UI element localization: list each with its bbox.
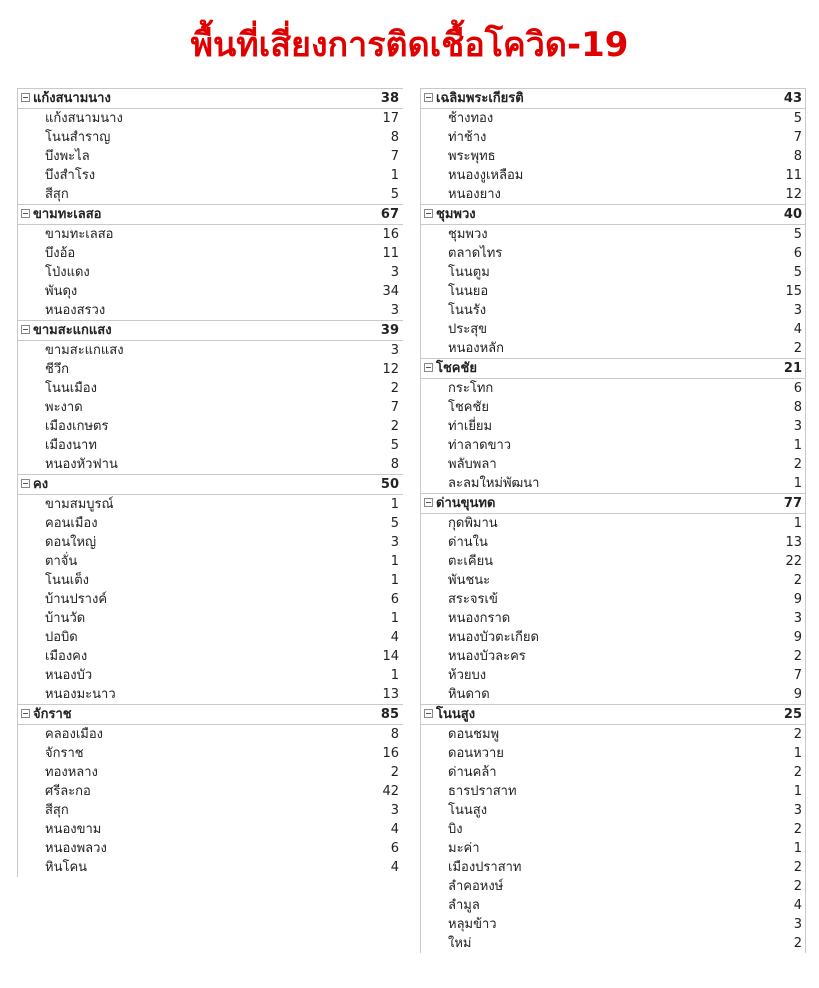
subdistrict-count: 3	[793, 803, 802, 818]
subdistrict-row	[420, 514, 806, 534]
subdistrict-name: ศรีละกอ	[45, 784, 91, 799]
subdistrict-count: 2	[793, 573, 802, 588]
district-name: คง	[33, 477, 49, 492]
subdistrict-count: 3	[793, 917, 802, 932]
subdistrict-row	[17, 301, 403, 321]
subdistrict-name: ทองหลาง	[45, 765, 98, 780]
subdistrict-name: ขามทะเลสอ	[45, 227, 114, 242]
subdistrict-name: ด่านใน	[448, 535, 488, 550]
subdistrict-name: พันชนะ	[448, 573, 491, 588]
subdistrict-name: หนองมะนาว	[45, 687, 116, 702]
subdistrict-row	[420, 225, 806, 245]
page-title: พื้นที่เสี่ยงการติดเชื้อโควิด-19	[190, 25, 629, 65]
subdistrict-row	[420, 109, 806, 129]
subdistrict-count: 1	[390, 611, 399, 626]
subdistrict-row	[420, 725, 806, 745]
subdistrict-row	[17, 666, 403, 685]
subdistrict-name: บ้านวัด	[45, 611, 86, 626]
subdistrict-row	[420, 379, 806, 399]
district-row[interactable]	[17, 475, 403, 495]
subdistrict-count: 3	[793, 303, 802, 318]
subdistrict-count: 1	[793, 784, 802, 799]
subdistrict-row	[17, 244, 403, 263]
subdistrict-row	[420, 436, 806, 455]
subdistrict-row	[17, 109, 403, 129]
subdistrict-count: 2	[793, 765, 802, 780]
subdistrict-count: 5	[793, 227, 802, 242]
subdistrict-row	[420, 877, 806, 896]
district-total: 39	[335, 321, 403, 341]
district-total: 77	[738, 494, 806, 514]
right-pivot-table	[420, 88, 806, 953]
subdistrict-row	[17, 801, 403, 820]
subdistrict-count: 1	[390, 168, 399, 183]
subdistrict-name: โป่งแดง	[45, 265, 90, 280]
subdistrict-count: 3	[793, 611, 802, 626]
subdistrict-row	[420, 839, 806, 858]
collapse-toggle-icon[interactable]	[21, 479, 30, 488]
subdistrict-count: 2	[793, 457, 802, 472]
subdistrict-count: 6	[793, 381, 802, 396]
subdistrict-row	[17, 685, 403, 705]
subdistrict-name: จักราช	[45, 746, 84, 761]
subdistrict-row	[17, 763, 403, 782]
subdistrict-count: 7	[793, 130, 802, 145]
subdistrict-count: 3	[390, 343, 399, 358]
subdistrict-name: บ้านปรางค์	[45, 592, 108, 607]
district-name: ด่านขุนทด	[436, 496, 496, 511]
subdistrict-count: 1	[390, 554, 399, 569]
subdistrict-name: ดอนชมพู	[448, 727, 500, 742]
subdistrict-row	[17, 571, 403, 590]
subdistrict-name: ใหม่	[448, 936, 472, 951]
district-name: ชุมพวง	[436, 207, 476, 222]
district-row[interactable]	[420, 359, 806, 379]
subdistrict-count: 4	[390, 630, 399, 645]
subdistrict-name: หนองพลวง	[45, 841, 107, 856]
district-name: แก้งสนามนาง	[33, 91, 111, 106]
subdistrict-name: กุดพิมาน	[448, 516, 498, 531]
subdistrict-row	[420, 666, 806, 685]
subdistrict-name: ตะเคียน	[448, 554, 494, 569]
subdistrict-count: 16	[382, 746, 399, 761]
subdistrict-row	[420, 782, 806, 801]
subdistrict-row	[420, 801, 806, 820]
subdistrict-count: 8	[793, 149, 802, 164]
subdistrict-name: โนนเมือง	[45, 381, 97, 396]
collapse-toggle-icon[interactable]	[21, 209, 30, 218]
subdistrict-count: 1	[793, 516, 802, 531]
subdistrict-count: 1	[793, 746, 802, 761]
left-border	[17, 88, 18, 877]
subdistrict-count: 8	[390, 457, 399, 472]
collapse-toggle-icon[interactable]	[424, 363, 433, 372]
district-total: 67	[335, 205, 403, 225]
subdistrict-count: 1	[390, 573, 399, 588]
subdistrict-name: ขามสะแกแสง	[45, 343, 124, 358]
subdistrict-count: 4	[390, 822, 399, 837]
subdistrict-name: สระจรเข้	[448, 592, 498, 607]
subdistrict-row	[420, 320, 806, 339]
subdistrict-name: บิง	[448, 822, 463, 837]
subdistrict-name: ชีวึก	[45, 362, 69, 377]
subdistrict-count: 6	[390, 841, 399, 856]
collapse-toggle-icon[interactable]	[424, 209, 433, 218]
subdistrict-count: 13	[382, 687, 399, 702]
collapse-toggle-icon[interactable]	[21, 325, 30, 334]
subdistrict-name: คลองเมือง	[45, 727, 103, 742]
subdistrict-count: 7	[390, 400, 399, 415]
subdistrict-name: พระพุทธ	[448, 149, 496, 164]
subdistrict-name: เมืองปราสาท	[448, 860, 522, 875]
subdistrict-name: โนนตูม	[448, 265, 490, 280]
subdistrict-count: 14	[382, 649, 399, 664]
subdistrict-row	[17, 341, 403, 361]
subdistrict-count: 9	[793, 592, 802, 607]
subdistrict-count: 9	[793, 630, 802, 645]
subdistrict-name: หนองบัว	[45, 668, 93, 683]
subdistrict-count: 16	[382, 227, 399, 242]
subdistrict-row	[420, 915, 806, 934]
district-total: 21	[738, 359, 806, 379]
subdistrict-name: หนองขาม	[45, 822, 102, 837]
subdistrict-row	[17, 263, 403, 282]
subdistrict-row	[17, 360, 403, 379]
subdistrict-row	[17, 185, 403, 205]
subdistrict-row	[17, 166, 403, 185]
subdistrict-count: 2	[793, 341, 802, 356]
subdistrict-name: ลำคอหงษ์	[448, 879, 504, 894]
subdistrict-count: 2	[793, 860, 802, 875]
subdistrict-name: โนนยอ	[448, 284, 489, 299]
subdistrict-row	[17, 398, 403, 417]
subdistrict-name: หินโคน	[45, 860, 88, 875]
subdistrict-name: ธารปราสาท	[448, 784, 517, 799]
subdistrict-count: 3	[390, 535, 399, 550]
subdistrict-name: โนนสำราญ	[45, 130, 111, 145]
subdistrict-name: โชคชัย	[448, 400, 489, 415]
district-row[interactable]	[17, 705, 403, 725]
subdistrict-row	[17, 628, 403, 647]
subdistrict-row	[17, 417, 403, 436]
subdistrict-name: พันดุง	[45, 284, 78, 299]
subdistrict-name: ประสุข	[448, 322, 488, 337]
subdistrict-name: ท่าช้าง	[448, 130, 487, 145]
collapse-toggle-icon[interactable]	[424, 498, 433, 507]
district-name: จักราช	[33, 707, 72, 722]
subdistrict-row	[420, 339, 806, 359]
subdistrict-row	[420, 417, 806, 436]
subdistrict-count: 12	[785, 187, 802, 202]
left-pivot-table	[17, 88, 403, 877]
subdistrict-count: 17	[382, 111, 399, 126]
collapse-toggle-icon[interactable]	[21, 93, 30, 102]
left-border	[420, 88, 421, 953]
subdistrict-name: แก้งสนามนาง	[45, 111, 123, 126]
subdistrict-row	[17, 820, 403, 839]
subdistrict-row	[420, 934, 806, 953]
subdistrict-name: หนองหลัก	[448, 341, 505, 356]
subdistrict-count: 2	[793, 879, 802, 894]
district-total: 50	[335, 475, 403, 495]
subdistrict-row	[420, 858, 806, 877]
subdistrict-row	[17, 282, 403, 301]
subdistrict-row	[420, 147, 806, 166]
subdistrict-count: 13	[785, 535, 802, 550]
subdistrict-count: 8	[390, 130, 399, 145]
district-name: ขามทะเลสอ	[33, 207, 102, 222]
subdistrict-name: หนองบัวละคร	[448, 649, 526, 664]
subdistrict-row	[420, 571, 806, 590]
subdistrict-row	[420, 185, 806, 205]
subdistrict-name: หนองหัวฟาน	[45, 457, 118, 472]
subdistrict-row	[420, 590, 806, 609]
subdistrict-count: 8	[390, 727, 399, 742]
subdistrict-row	[17, 609, 403, 628]
subdistrict-count: 1	[793, 841, 802, 856]
subdistrict-count: 3	[390, 303, 399, 318]
subdistrict-name: หลุมข้าว	[448, 917, 497, 932]
subdistrict-name: ขามสมบูรณ์	[45, 497, 114, 512]
subdistrict-count: 34	[382, 284, 399, 299]
subdistrict-name: ลำมูล	[448, 898, 480, 913]
subdistrict-row	[17, 495, 403, 515]
district-row[interactable]	[420, 89, 806, 109]
district-total: 43	[738, 89, 806, 109]
district-name: เฉลิมพระเกียรติ	[436, 91, 524, 106]
district-name: โชคชัย	[436, 361, 477, 376]
subdistrict-count: 8	[793, 400, 802, 415]
subdistrict-row	[420, 552, 806, 571]
subdistrict-name: ท่าลาดขาว	[448, 438, 512, 453]
district-row[interactable]	[420, 205, 806, 225]
district-row[interactable]	[17, 321, 403, 341]
subdistrict-count: 2	[390, 419, 399, 434]
subdistrict-row	[17, 552, 403, 571]
subdistrict-row	[420, 820, 806, 839]
subdistrict-row	[420, 282, 806, 301]
subdistrict-name: เมืองนาท	[45, 438, 97, 453]
subdistrict-count: 5	[390, 187, 399, 202]
subdistrict-name: ชุมพวง	[448, 227, 488, 242]
subdistrict-count: 4	[390, 860, 399, 875]
district-name: ขามสะแกแสง	[33, 323, 112, 338]
subdistrict-count: 2	[793, 649, 802, 664]
subdistrict-count: 6	[793, 246, 802, 261]
subdistrict-name: เมืองคง	[45, 649, 88, 664]
subdistrict-row	[17, 147, 403, 166]
district-total: 40	[738, 205, 806, 225]
subdistrict-name: กระโทก	[448, 381, 494, 396]
subdistrict-count: 4	[793, 322, 802, 337]
subdistrict-count: 3	[793, 419, 802, 434]
subdistrict-name: โนนรัง	[448, 303, 487, 318]
subdistrict-count: 11	[785, 168, 802, 183]
subdistrict-row	[17, 436, 403, 455]
subdistrict-name: ท่าเยี่ยม	[448, 419, 493, 434]
subdistrict-count: 2	[793, 727, 802, 742]
subdistrict-name: ช้างทอง	[448, 111, 494, 126]
subdistrict-name: มะค่า	[448, 841, 480, 856]
subdistrict-name: หนองกราด	[448, 611, 511, 626]
subdistrict-row	[17, 744, 403, 763]
subdistrict-count: 2	[793, 936, 802, 951]
subdistrict-count: 9	[793, 687, 802, 702]
subdistrict-count: 5	[793, 111, 802, 126]
subdistrict-row	[17, 782, 403, 801]
subdistrict-name: หนองยาง	[448, 187, 501, 202]
subdistrict-row	[420, 301, 806, 320]
subdistrict-row	[420, 628, 806, 647]
district-name: โนนสูง	[436, 707, 476, 722]
subdistrict-count: 2	[390, 765, 399, 780]
subdistrict-name: คอนเมือง	[45, 516, 98, 531]
subdistrict-name: ละลมใหม่พัฒนา	[448, 476, 540, 491]
subdistrict-count: 1	[390, 497, 399, 512]
subdistrict-row	[17, 225, 403, 245]
subdistrict-row	[17, 858, 403, 877]
subdistrict-row	[17, 514, 403, 533]
subdistrict-row	[420, 763, 806, 782]
district-total: 25	[738, 705, 806, 725]
subdistrict-name: หนองงูเหลือม	[448, 168, 524, 183]
subdistrict-row	[17, 590, 403, 609]
subdistrict-name: ดอนใหญ่	[45, 535, 97, 550]
subdistrict-row	[17, 839, 403, 858]
subdistrict-row	[420, 128, 806, 147]
subdistrict-name: ดอนหวาย	[448, 746, 504, 761]
district-row[interactable]	[420, 494, 806, 514]
subdistrict-count: 1	[390, 668, 399, 683]
district-total: 85	[335, 705, 403, 725]
subdistrict-name: ห้วยบง	[448, 668, 487, 683]
subdistrict-row	[420, 263, 806, 282]
subdistrict-count: 2	[390, 381, 399, 396]
subdistrict-row	[17, 128, 403, 147]
subdistrict-row	[17, 647, 403, 666]
subdistrict-row	[420, 474, 806, 494]
subdistrict-name: บึงสำโรง	[45, 168, 96, 183]
subdistrict-row	[420, 896, 806, 915]
subdistrict-count: 5	[390, 438, 399, 453]
subdistrict-row	[420, 398, 806, 417]
subdistrict-name: สีสุก	[45, 187, 69, 202]
subdistrict-name: โนนเต็ง	[45, 573, 89, 588]
subdistrict-row	[17, 725, 403, 745]
subdistrict-name: พลับพลา	[448, 457, 497, 472]
subdistrict-count: 3	[390, 265, 399, 280]
subdistrict-name: ด่านคล้า	[448, 765, 497, 780]
subdistrict-row	[420, 685, 806, 705]
subdistrict-count: 5	[390, 516, 399, 531]
subdistrict-row	[420, 744, 806, 763]
collapse-toggle-icon[interactable]	[424, 93, 433, 102]
subdistrict-name: เมืองเกษตร	[45, 419, 109, 434]
right-border	[805, 88, 806, 953]
subdistrict-row	[420, 533, 806, 552]
collapse-toggle-icon[interactable]	[424, 709, 433, 718]
subdistrict-count: 42	[382, 784, 399, 799]
subdistrict-name: ปอบิด	[45, 630, 78, 645]
subdistrict-row	[17, 533, 403, 552]
subdistrict-count: 15	[785, 284, 802, 299]
subdistrict-count: 7	[793, 668, 802, 683]
district-total: 38	[335, 89, 403, 109]
subdistrict-name: หนองบัวตะเกียด	[448, 630, 539, 645]
subdistrict-name: ตาจั่น	[45, 554, 78, 569]
subdistrict-name: บึงอ้อ	[45, 246, 76, 261]
collapse-toggle-icon[interactable]	[21, 709, 30, 718]
subdistrict-row	[420, 244, 806, 263]
district-row[interactable]	[420, 705, 806, 725]
subdistrict-row	[420, 166, 806, 185]
subdistrict-count: 22	[785, 554, 802, 569]
subdistrict-name: หนองสรวง	[45, 303, 106, 318]
subdistrict-count: 7	[390, 149, 399, 164]
subdistrict-count: 5	[793, 265, 802, 280]
district-row[interactable]	[17, 205, 403, 225]
subdistrict-row	[17, 455, 403, 475]
subdistrict-row	[17, 379, 403, 398]
subdistrict-row	[420, 647, 806, 666]
subdistrict-count: 4	[793, 898, 802, 913]
subdistrict-name: หินดาด	[448, 687, 490, 702]
subdistrict-name: ตลาดไทร	[448, 246, 503, 261]
subdistrict-count: 3	[390, 803, 399, 818]
subdistrict-name: บึงพะไล	[45, 149, 90, 164]
subdistrict-count: 6	[390, 592, 399, 607]
subdistrict-name: พะงาด	[45, 400, 83, 415]
subdistrict-row	[420, 609, 806, 628]
subdistrict-count: 11	[382, 246, 399, 261]
subdistrict-count: 12	[382, 362, 399, 377]
subdistrict-name: โนนสูง	[448, 803, 488, 818]
subdistrict-count: 1	[793, 476, 802, 491]
subdistrict-count: 1	[793, 438, 802, 453]
subdistrict-row	[420, 455, 806, 474]
district-row[interactable]	[17, 89, 403, 109]
subdistrict-count: 2	[793, 822, 802, 837]
subdistrict-name: สีสุก	[45, 803, 69, 818]
